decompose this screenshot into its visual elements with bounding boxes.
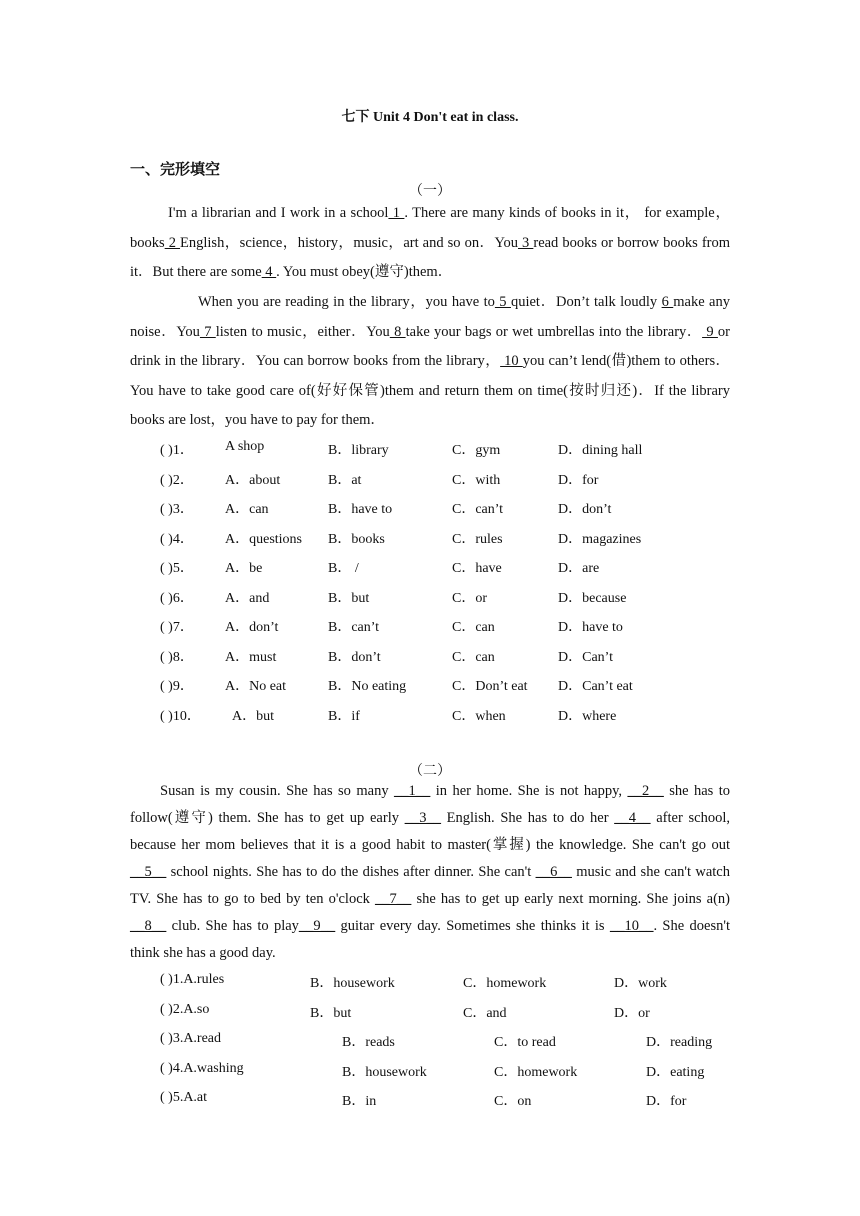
blank-8: 8: [389, 323, 406, 340]
blank-4: __4__: [614, 810, 651, 826]
question-row: ( )9． A．No eat B．No eating C．Don’t eat D．Can’t eat: [160, 679, 633, 694]
question-row: ( )1． A shop B．library C．gym D．dining hall: [160, 439, 643, 458]
question-row: ( )8． A．must B．don’t C．can D．Can’t: [160, 650, 613, 665]
blank-3: 3: [518, 234, 534, 251]
question-row: ( )10． A．but B．if C．when D．where: [160, 709, 617, 724]
blank-3: __3__: [404, 810, 441, 826]
blank-10: __10__: [609, 918, 654, 934]
passage-one-paragraph-1: I'm a librarian and I work in a school 1 . There are many kinds of books in it， for example，books 2 English，science，history，music，art and so on．You 3 read books or borrow books from it．But there are some 4 . You must obey(遵守)them．: [130, 205, 731, 280]
question-row: ( )6． A．and B．but C．or D．because: [160, 591, 627, 606]
blank-6: __6__: [535, 864, 572, 880]
question-row: ( )5.A.at B．in C．on D．for: [160, 1090, 687, 1109]
blank-9: __9__: [298, 918, 336, 934]
question-row: ( )1.A.rules B．housework C．homework D．work: [160, 972, 667, 991]
question-row: ( )7． A．don’t B．can’t C．can D．have to: [160, 620, 623, 635]
question-row: ( )4.A.washing B．housework C．homework D．eating: [160, 1061, 705, 1080]
blank-1: __1__: [394, 783, 431, 799]
section-heading: 一、完形填空: [130, 162, 221, 178]
blank-8: __8__: [130, 918, 167, 934]
question-row: ( )5． A．be B． / C．have D．are: [160, 561, 600, 576]
question-row: ( )2.A.so B．but C．and D．or: [160, 1002, 650, 1021]
passage-one-paragraph-2: When you are reading in the library，you have to 5 quiet．Don’t talk loudly 6 make any noise．You 7 listen to music，either．You 8 take your bags or wet umbrellas into the library． 9 or drink in the library．You can borrow books from the library， 10 you can’t lend(借)them to others．You have to take good care of(好好保管)them and return them on time(按时归还)．If the library books are lost，you have to pay for them．: [130, 294, 731, 428]
blank-2: __2__: [627, 783, 664, 799]
blank-6: 6: [661, 294, 674, 310]
blank-7: 7: [199, 323, 216, 340]
blank-4: 4: [261, 264, 277, 280]
blank-1: 1: [388, 205, 405, 221]
part-one-heading: （一）: [409, 184, 451, 199]
blank-7: __7__: [375, 891, 412, 907]
document-title: 七下 Unit 4 Don't eat in class.: [341, 110, 519, 125]
blank-2: 2: [164, 234, 181, 251]
blank-5: 5: [494, 294, 511, 310]
question-row: ( )2． A．about B．at C．with D．for: [160, 473, 599, 488]
blank-9: 9: [702, 323, 718, 340]
blank-10: 10: [500, 353, 523, 369]
blank-5: __5__: [130, 864, 167, 880]
question-row: ( )3.A.read B．reads C．to read D．reading: [160, 1031, 713, 1050]
part-two-heading: （二）: [409, 764, 451, 779]
question-row: ( )4． A．questions B．books C．rules D．magazines: [160, 532, 642, 547]
question-row: ( )3． A．can B．have to C．can’t D．don’t: [160, 502, 612, 517]
passage-two-paragraph: Susan is my cousin. She has so many __1__ in her home. She is not happy, __2__ she has to follow(遵守) them. She has to get up early __3__ English. She has to do her __4__ after school, because her mom believes that it is a good habit to master(掌握) the knowledge. She can't go out __5__ school nights. She has to do the dishes after dinner. She can't __6__ music and she can't watch TV. She has to go to bed by ten o'clock __7__ she has to get up early next morning. She joins a(n) __8__ club. She has to play__9__ guitar every day. Sometimes she thinks it is __10__. She doesn't think she has a good day.: [130, 783, 731, 961]
